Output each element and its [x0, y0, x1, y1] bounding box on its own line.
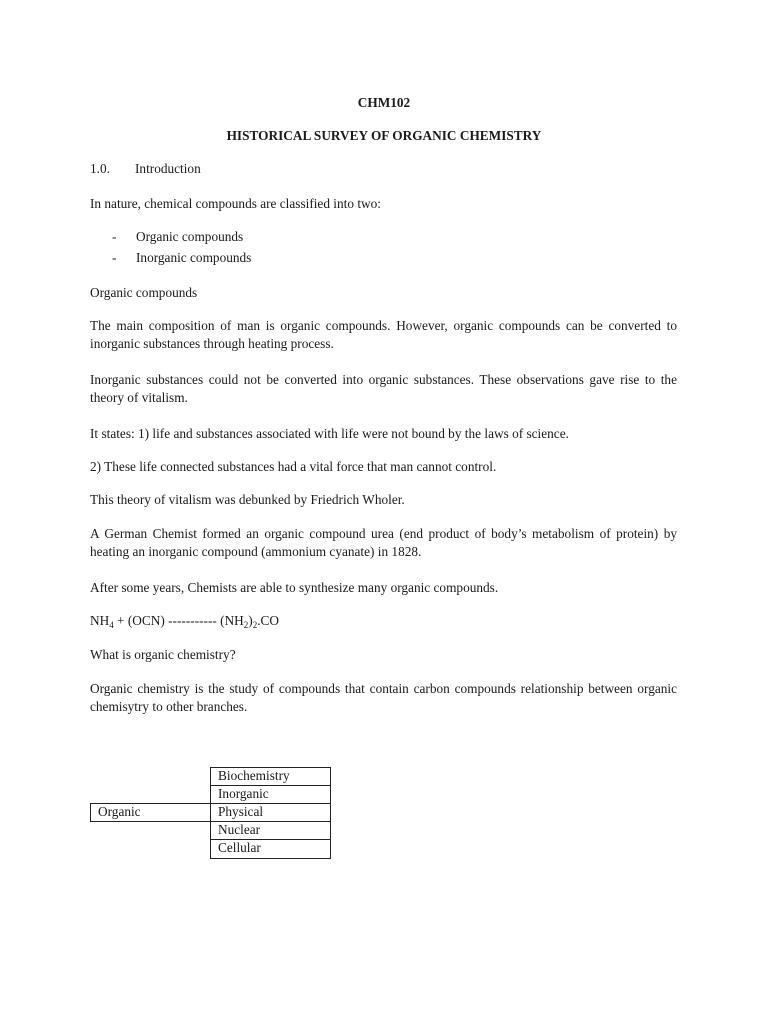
paragraph-definition: Organic chemistry is the study of compounds that contain carbon compounds relationship between organic chemisytry to other branches. — [90, 681, 677, 714]
table-root-cell: Organic — [90, 803, 211, 822]
equation-subscript: 2 — [243, 620, 249, 630]
paragraph-german-chemist: A German Chemist formed an organic compound urea (end product of body’s metabolism of protein) by heating an inorganic compound (ammonium cyanate) in 1828. — [90, 526, 677, 559]
section-heading — [90, 160, 677, 178]
table-branch-cell: Nuclear — [210, 821, 331, 840]
list-item — [112, 228, 243, 246]
paragraph-classification: In nature, chemical compounds are classified into two: — [90, 196, 381, 211]
table-branch-cell: Physical — [210, 803, 331, 822]
paragraph-inorganic: Inorganic substances could not be converted into organic substances. These observations gave rise to the theory of vitalism. — [90, 372, 677, 405]
question-what-is-organic: What is organic chemistry? — [90, 647, 236, 662]
paragraph-debunked: This theory of vitalism was debunked by Friedrich Wholer. — [90, 492, 405, 507]
equation-part: + (OCN) ----------- (NH — [113, 613, 244, 628]
document-title: HISTORICAL SURVEY OF ORGANIC CHEMISTRY — [226, 128, 542, 143]
equation-subscript: 4 — [109, 620, 114, 630]
equation-part: NH — [90, 613, 110, 628]
list-item — [112, 249, 251, 267]
bullet-dash: - — [112, 250, 117, 265]
equation-part: .CO — [257, 613, 280, 628]
table-branch-cell: Inorganic — [210, 785, 331, 804]
course-code: CHM102 — [357, 95, 411, 110]
equation-subscript: 2 — [252, 620, 258, 630]
section-title: Introduction — [135, 161, 201, 176]
bullet-dash: - — [112, 229, 117, 244]
paragraph-composition: The main composition of man is organic compounds. However, organic compounds can be converted to inorganic substances through heating process. — [90, 318, 677, 351]
subheading-organic: Organic compounds — [90, 285, 198, 300]
table-branch-cell: Biochemistry — [210, 767, 331, 786]
list-item-text: Inorganic compounds — [136, 250, 252, 265]
chemical-equation — [90, 612, 677, 630]
paragraph-states-1: It states: 1) life and substances associated with life were not bound by the laws of science. — [90, 426, 569, 441]
list-item-text: Organic compounds — [136, 229, 244, 244]
equation-part: ) — [248, 613, 253, 628]
paragraph-states-2: 2) These life connected substances had a vital force that man cannot control. — [90, 459, 497, 474]
table-branch-cell: Cellular — [210, 839, 331, 859]
paragraph-synthesize: After some years, Chemists are able to synthesize many organic compounds. — [90, 580, 499, 595]
section-number: 1.0. — [90, 161, 110, 176]
